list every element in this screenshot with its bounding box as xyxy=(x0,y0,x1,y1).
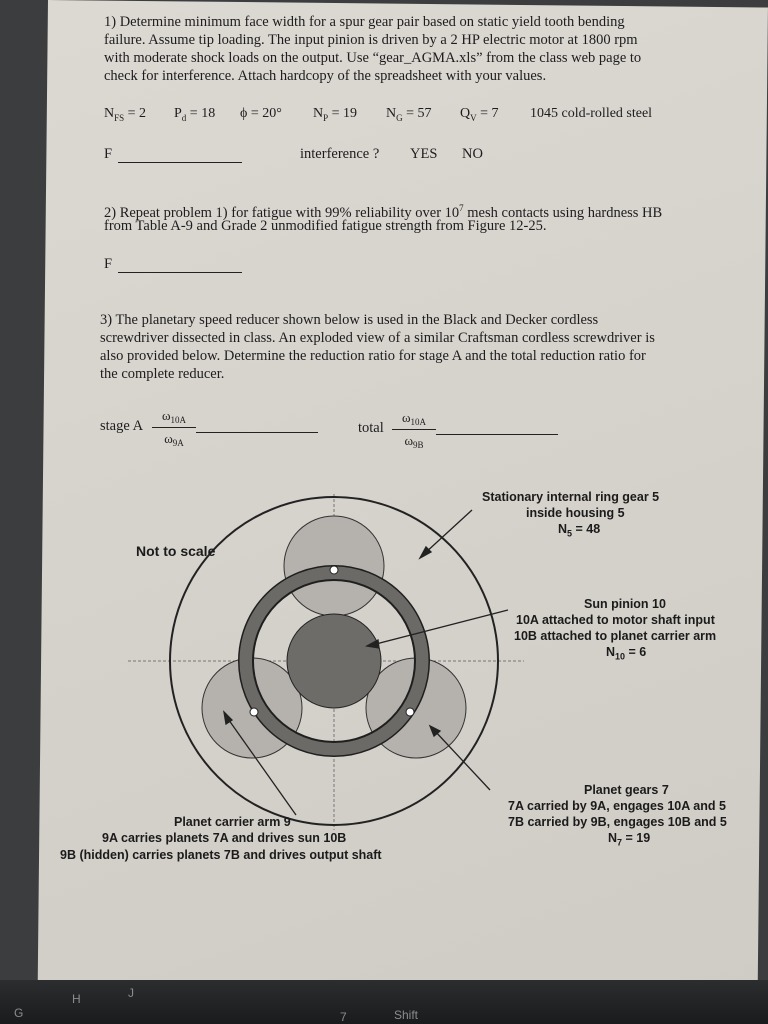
pd-value: $P_d = 18$ xyxy=(174,106,216,123)
problem-1-line-2: failure. Assume tip loading. The input pinion is driven by a 2 HP electric motor at 1800 rpm xyxy=(104,32,638,48)
carrier-label-3: 9B (hidden) carries planets 7B and drives output shaft xyxy=(60,848,382,862)
face-width-answer[interactable]: F xyxy=(104,146,242,163)
problem-1-line-1: 1) Determine minimum face width for a spur gear pair based on static yield tooth bending xyxy=(104,14,625,30)
total-label: total xyxy=(358,420,384,436)
carrier-label-1: Planet carrier arm 9 xyxy=(174,815,291,829)
problem-3-line-1: 3) The planetary speed reducer shown below is used in the Black and Decker cordless xyxy=(100,312,599,328)
key-g: G xyxy=(14,1006,24,1020)
total-numerator: $\omega_{10A}$ xyxy=(392,410,436,430)
planet-pin-right xyxy=(406,708,414,716)
no-option[interactable]: NO xyxy=(462,146,483,162)
problem-3-line-3: also provided below. Determine the reduction ratio for stage A and the total reduction ratio for xyxy=(100,348,646,364)
sun-pinion-10 xyxy=(287,614,381,708)
key-j: J xyxy=(128,986,134,1000)
phi-value: ϕ = 20° xyxy=(240,106,282,121)
planet-leader-line xyxy=(434,730,490,790)
stage-a-denominator: $\omega_{9A}$ xyxy=(164,431,184,449)
problem-2-line-2: from Table A-9 and Grade 2 unmodified fatigue strength from Figure 12-25. xyxy=(104,218,547,234)
ring-leader-line xyxy=(424,510,472,554)
problem-3-line-2: screwdriver dissected in class. An exploded view of a similar Craftsman cordless screwdriver is xyxy=(100,330,655,346)
key-shift: Shift xyxy=(394,1008,419,1022)
material-value: 1045 cold-rolled steel xyxy=(530,106,653,121)
problem-1-line-3: with moderate shock loads on the output. Use “gear_AGMA.xls” from the class web page to xyxy=(104,50,642,66)
stage-a-numerator: $\omega_{10A}$ xyxy=(152,408,196,428)
nfs-value: $N_{FS} = 2$ xyxy=(104,106,147,123)
sun-label-2: 10A attached to motor shaft input xyxy=(516,613,715,627)
fatigue-face-width-answer[interactable]: F xyxy=(104,256,242,273)
sun-leader-line xyxy=(372,610,508,645)
problem-2-line-1: 2) Repeat problem 1) for fatigue with 99% reliability over $10^7$ mesh contacts using hardness HB xyxy=(104,203,663,221)
ring-gear-label-1: Stationary internal ring gear 5 xyxy=(482,490,660,504)
np-value: $N_P = 19$ xyxy=(313,106,358,123)
planet-label-3: 7B carried by 9B, engages 10B and 5 xyxy=(508,815,727,829)
stage-a-label: stage A xyxy=(100,418,144,434)
not-to-scale-label: Not to scale xyxy=(136,543,216,559)
planet-pin-top xyxy=(330,566,338,574)
key-h: H xyxy=(72,992,81,1006)
problem-3-line-4: the complete reducer. xyxy=(100,366,225,382)
problem-1-line-4: check for interference. Attach hardcopy of the spreadsheet with your values. xyxy=(104,68,547,84)
key-7: 7 xyxy=(340,1010,347,1024)
interference-question: interference ? xyxy=(300,146,380,162)
sun-teeth: $N_{10} = 6$ xyxy=(606,645,647,662)
sun-label-3: 10B attached to planet carrier arm xyxy=(514,629,717,643)
planet-pin-left xyxy=(250,708,258,716)
sun-label-1: Sun pinion 10 xyxy=(584,597,666,611)
planet-label-2: 7A carried by 9A, engages 10A and 5 xyxy=(508,799,726,813)
planet-teeth: $N_7 = 19$ xyxy=(608,831,651,848)
yes-option[interactable]: YES xyxy=(410,146,438,162)
ring-gear-label-2: inside housing 5 xyxy=(526,506,625,520)
planet-label-1: Planet gears 7 xyxy=(584,783,669,797)
ring-gear-teeth: $N_5 = 48$ xyxy=(558,522,601,539)
ng-value: $N_G = 57$ xyxy=(386,106,432,123)
carrier-label-2: 9A carries planets 7A and drives sun 10B xyxy=(102,831,347,845)
qv-value: $Q_V = 7$ xyxy=(460,106,499,123)
total-denominator: $\omega_{9B}$ xyxy=(404,433,424,451)
